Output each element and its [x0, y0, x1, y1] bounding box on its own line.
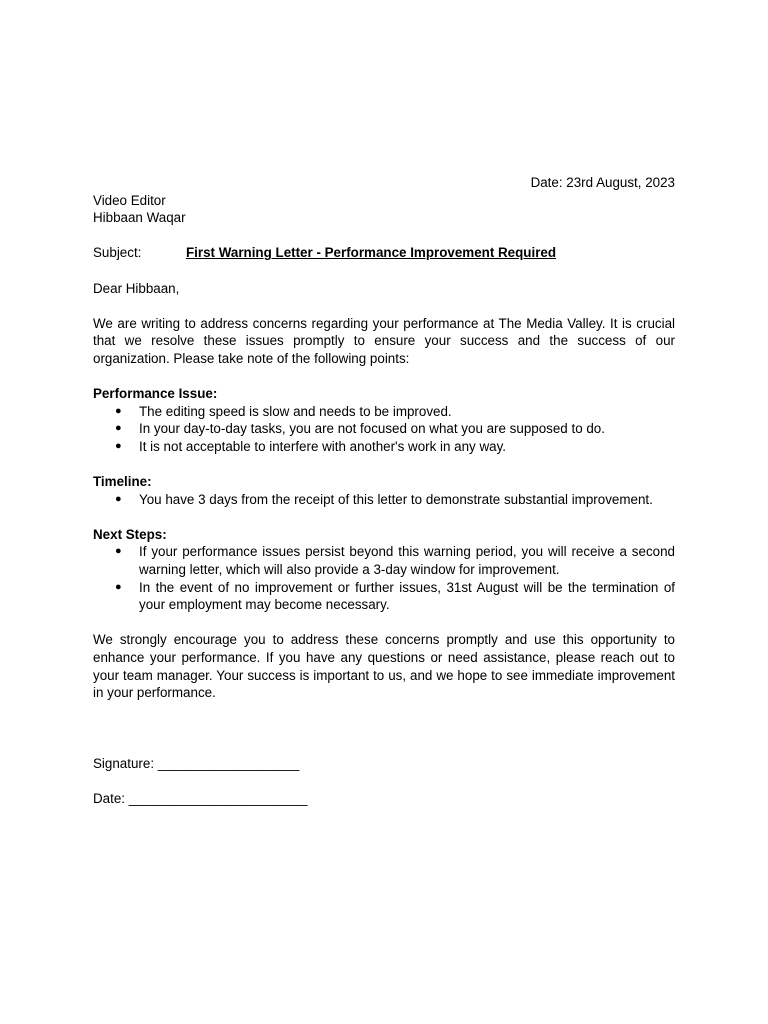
bullet-list — [93, 491, 675, 509]
spacer — [93, 456, 675, 474]
subject-label: Subject: — [93, 245, 142, 261]
letter-date: Date: 23rd August, 2023 — [530, 175, 675, 190]
subject-line — [93, 244, 675, 262]
section-heading: Next Steps: — [93, 526, 167, 542]
salutation: Dear Hibbaan, — [93, 280, 180, 296]
closing-paragraph: We strongly encourage you to address these concerns promptly and use this opportunity to enhance your performance. If you have any questions or need assistance, please reach out to your team manager. Your success is important to us, and we hope to see immediate improvement in your performance. — [93, 632, 675, 701]
bullet-icon: ● — [115, 422, 122, 435]
bullet-list — [93, 543, 675, 613]
spacer — [93, 297, 675, 315]
list-item — [93, 403, 675, 421]
list-item-text: In your day-to-day tasks, you are not focused on what you are supposed to do. — [139, 421, 605, 437]
bullet-icon: ● — [115, 439, 122, 452]
list-item — [93, 543, 675, 578]
bullet-icon: ● — [115, 404, 122, 417]
list-item-text: In the event of no improvement or further issues, 31st August will be the termination of your employment may become necessary. — [139, 579, 675, 613]
letter-page — [93, 174, 675, 807]
list-item-text: It is not acceptable to interfere with another's work in any way. — [139, 438, 507, 454]
recipient-title: Video Editor — [93, 192, 166, 208]
bullet-icon: ● — [115, 580, 122, 593]
spacer — [93, 702, 675, 720]
signature-line: Signature: ___________________ — [93, 755, 300, 771]
bullet-icon: ● — [115, 545, 122, 558]
intro-paragraph: We are writing to address concerns regarding your performance at The Media Valley. It is crucial that we resolve these issues promptly to ensure your success and the success of our organization. Please take note of the following points: — [93, 315, 675, 366]
list-item-text: The editing speed is slow and needs to be improved. — [139, 403, 452, 419]
list-item — [93, 579, 675, 614]
subject-text: First Warning Letter - Performance Improvement Required — [186, 245, 557, 261]
section-performance-issue — [93, 385, 675, 455]
list-item-text: You have 3 days from the receipt of this letter to demonstrate substantial improvement. — [139, 491, 653, 507]
date-signature-line: Date: ________________________ — [93, 790, 308, 806]
recipient-name: Hibbaan Waqar — [93, 210, 186, 226]
list-item — [93, 491, 675, 509]
list-item — [93, 420, 675, 438]
spacer — [93, 368, 675, 386]
bullet-icon: ● — [115, 492, 122, 505]
spacer — [93, 508, 675, 526]
list-item-text: If your performance issues persist beyond this warning period, you will receive a second warning letter, which will also provide a 3-day window for improvement. — [139, 544, 675, 578]
bullet-list — [93, 403, 675, 456]
spacer — [93, 719, 675, 737]
section-heading: Performance Issue: — [93, 386, 218, 402]
spacer — [93, 262, 675, 280]
section-heading: Timeline: — [93, 474, 152, 490]
section-timeline — [93, 473, 675, 508]
spacer — [93, 737, 675, 755]
spacer — [93, 227, 675, 245]
spacer — [93, 614, 675, 632]
section-next-steps — [93, 526, 675, 614]
spacer — [93, 772, 675, 790]
list-item — [93, 438, 675, 456]
